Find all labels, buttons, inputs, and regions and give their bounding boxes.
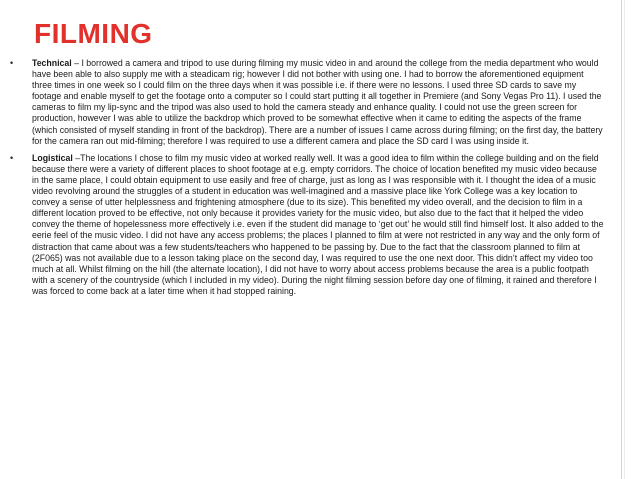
- slide-edge-decoration: [621, 0, 638, 479]
- slide-body: [10, 58, 604, 303]
- bullet-marker: •: [10, 58, 14, 68]
- bullet-text: [32, 58, 604, 147]
- edge-line: [624, 0, 625, 479]
- bullet-marker: •: [10, 152, 14, 163]
- bullet-body: – I borrowed a camera and tripod to use during filming my music video in and around the college from the media department who would have been able to also supply me with a steadicam rig; however I did not bother with using one. I had to borrow the aforementioned equipment three times in one week so I could film on the three days when it was possible i.e. if there were no lessons. I used three SD cards to save my footage and enable myself to get the footage onto a computer so I could start putting it all together in Premiere (and Sony Vegas Pro 11). I used the cameras to film my lip-sync and the tripod was also used to hold the camera steady and enhance quality. I could not use the green screen for production, however I was able to utilize the backdrop which proved to be somewhat effective when it came to editing the aspects of the frame (which consisted of myself standing in front of the backdrop). There are a number of issues I came across during filming; on the first day, the battery for the camera ran out mid-filming; therefore I was required to use a different camera and place the SD card I was using inside it.: [32, 58, 603, 146]
- bullet-lead: Logistical: [32, 152, 73, 163]
- bullet-body: –The locations I chose to film my music video at worked really well. It was a good idea to film within the college building and on the field because there were a variety of different places to shoot footage at e.g. empty corridors. The choice of location benefited my music video because in the same place, I could obtain equipment to use easily and free of charge, just as long as I was responsible with it. I thought the idea of a music video revolving around the struggles of a student in education was well-imagined and a massive place like York College was a key location to convey a sense of utter helplessness and frightening atmosphere (due to its size). This benefited my video overall, and the decision to film in a different location proved to be effective, not only because it provides variety for the music video, but also due to the fact that it helped the video convey the theme of hopelessness more effectively i.e. even if the student did manage to ‘get out’ he would still find himself lost. It also added to the eerie feel of the music video. I did not have any access problems; the places I planned to film at were not restricted in any way and the only form of distraction that came about was a few students/teachers who happened to be passing by. Due to the fact that the classroom planned to film at (2F065) was not available due to a lesson taking place on the second day, I was required to use the one next door. This didn’t affect my video too much at all. Whilst filming on the hill (the alternate location), I did not have to worry about access problems because the area is a public footpath with a scenery of the countryside (which I included in my video). During the night filming session before day one of filming, it rained and therefore I was forced to come back at a later time when it had stopped raining.: [32, 152, 604, 296]
- bullet-technical: [10, 58, 604, 147]
- slide-title: FILMING: [34, 18, 153, 49]
- bullet-text: [32, 153, 604, 297]
- bullet-lead: Technical: [32, 58, 72, 68]
- bullet-logistical: [10, 153, 604, 297]
